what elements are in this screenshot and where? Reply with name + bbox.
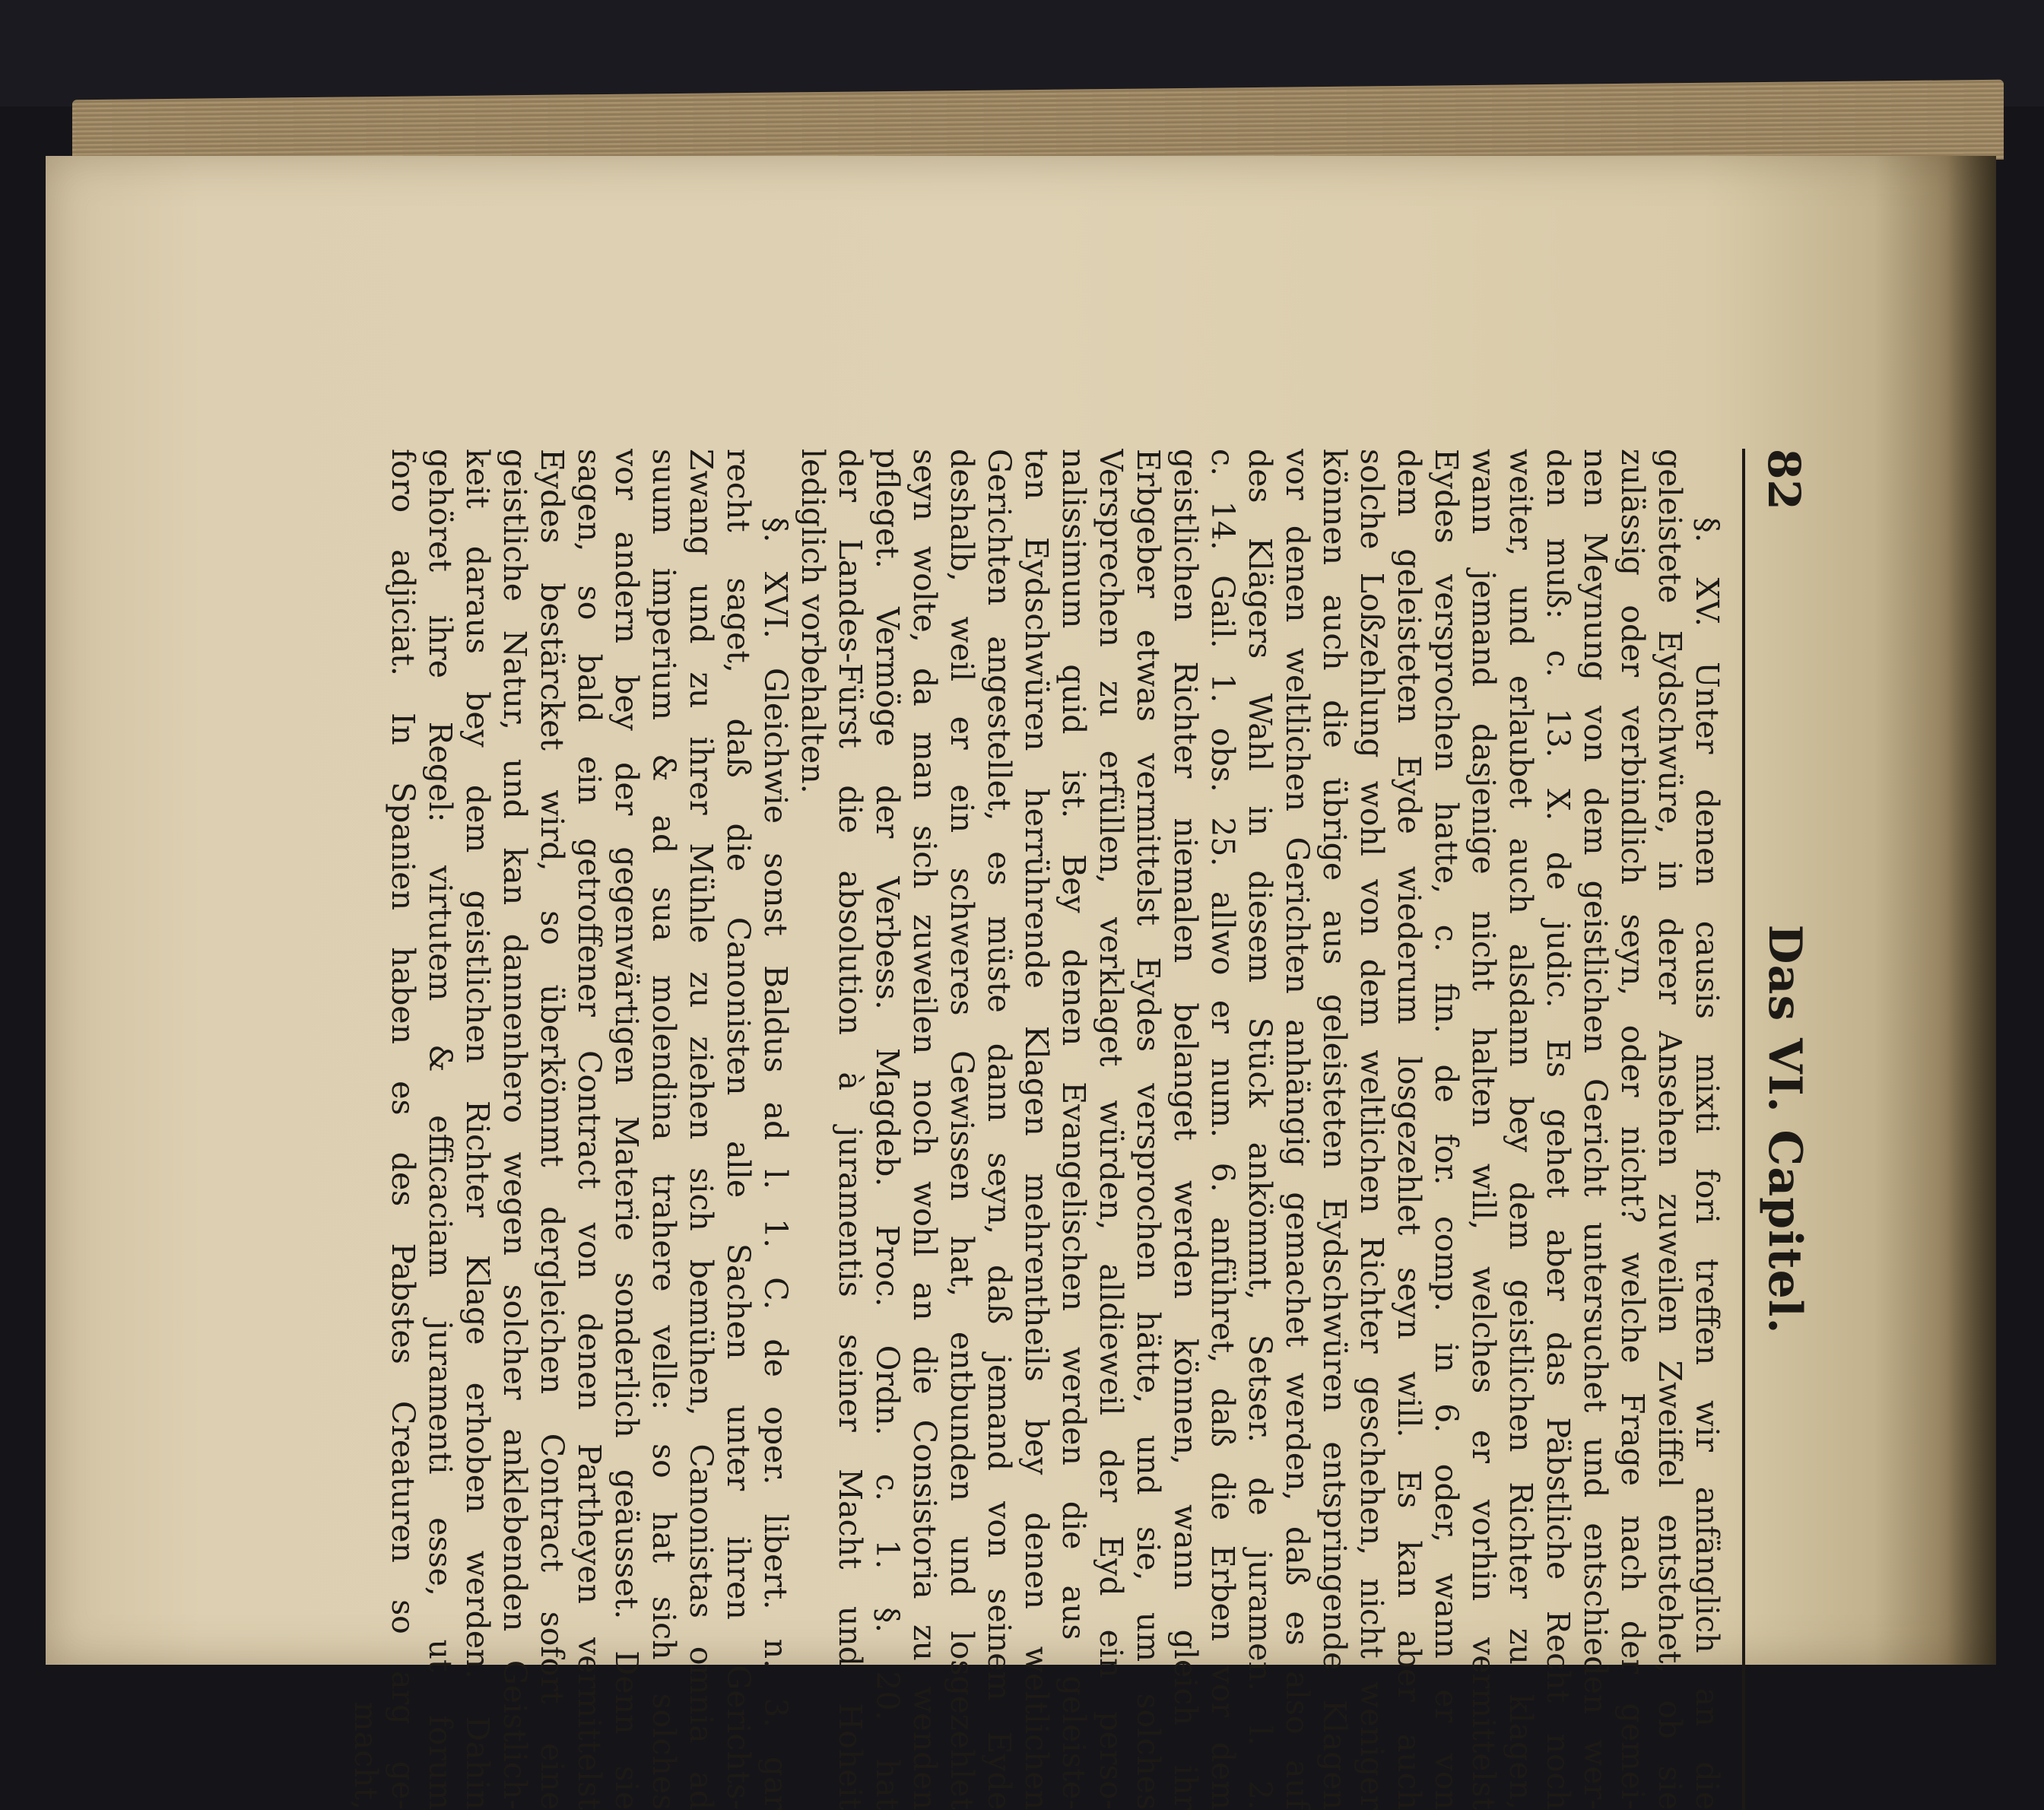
text-line: Zwang und zu ihrer Mühle zu ziehen sich bemühen, Canonistas omnia ad xyxy=(683,449,719,1810)
page-header xyxy=(1742,449,1817,1810)
text-line: sagen, so bald ein getroffener Contract von denen Partheyen vermittelst xyxy=(571,449,608,1810)
text-line: suum imperium & ad sua molendina trahere velle: so hat sich solches xyxy=(646,449,682,1810)
text-line: nen Meynung von dem geistlichen Gericht untersuchet und entschieden wer- xyxy=(1577,449,1614,1810)
text-line: geistlichen Richter niemalen belanget werden können, wann gleich ihr xyxy=(1167,449,1204,1810)
text-line: §. XV. Unter denen causis mixti fori treffen wir anfänglich an die xyxy=(1689,517,1725,1810)
text-line: vor andern bey der gegenwärtigen Materie sonderlich geäusset. Denn sie xyxy=(608,449,645,1810)
text-line: §. XVI. Gleichwie sonst Baldus ad l. 1. C. de oper. libert. n. 3. gar xyxy=(757,517,794,1810)
text-line: des Klägers Wahl in diesem Stück ankömmt, Setser. de juramen. l. 2. xyxy=(1242,449,1278,1810)
text-line: geleistete Eydschwüre, in derer Ansehen zuweilen Zweiffel entstehet, ob sie xyxy=(1652,449,1688,1810)
text-line: Versprechen zu erfüllen, verklaget würden, alldieweil der Eyd ein perso- xyxy=(1093,449,1129,1810)
text-line: keit daraus bey dem geistlichen Richter Klage erhoben werden. Dahin xyxy=(459,449,496,1810)
text-line: seyn wolte, da man sich zuweilen noch wohl an die Consistoria zu wenden xyxy=(906,449,943,1810)
text-line: gehöret ihre Regel: virtutem & efficaciam juramenti esse, ut forum xyxy=(422,449,459,1810)
text-line: zulässig oder verbindlich seyn, oder nicht? welche Frage nach der gemei- xyxy=(1614,449,1651,1810)
text-line: c. 14. Gail. 1. obs. 25. allwo er num. 6. anführet, daß die Erben vor dem xyxy=(1204,449,1241,1810)
text-line: foro adjiciat. In Spanien haben es des Pabstes Creaturen so arg ge- xyxy=(385,449,421,1810)
text-line: Erbgeber etwas vermittelst Eydes versprochen hätte, und sie, um solches xyxy=(1130,449,1166,1810)
text-line: deshalb, weil er ein schweres Gewissen hat, entbunden und losgezehlet xyxy=(944,449,980,1810)
printed-text-block xyxy=(348,449,1817,1810)
text-line: der Landes-Fürst die absolution à juramentis seiner Macht und Hoheit xyxy=(832,449,868,1810)
text-line: können auch die übrige aus geleisteten Eydschwüren entspringende Klagen xyxy=(1316,449,1353,1810)
text-line: Eydes bestärcket wird, so überkömmt dergleichen Contract sofort eine xyxy=(534,449,570,1810)
text-line: lediglich vorbehalten. xyxy=(795,449,831,794)
page-number: 82 xyxy=(1758,449,1810,510)
text-line: Gerichten angestellet, es müste dann seyn, daß jemand von seinem Eyde xyxy=(981,449,1017,1810)
text-line: weiter, und erlaubet auch alsdann bey dem geistlichen Richter zu klagen, xyxy=(1503,449,1539,1810)
text-line: den muß: c. 13. X. de judic. Es gehet aber das Päbstliche Recht noch xyxy=(1540,449,1576,1810)
text-line: wann jemand dasjenige nicht halten will, welches er vorhin vermittelst xyxy=(1465,449,1502,1810)
text-line: ten Eydschwüren herrührende Klagen mehrentheils bey denen weltlichen xyxy=(1018,449,1055,1810)
running-head: Das VI. Capitel. xyxy=(1758,924,1811,1335)
body-text xyxy=(347,449,1725,1810)
text-line: geistliche Natur, und kan dannenhero wegen solcher anklebenden Geistlich- xyxy=(497,449,533,1810)
spine-shadow xyxy=(1874,156,1996,1665)
text-line: vor denen weltlichen Gerichten anhängig gemachet werden, daß es also auf xyxy=(1279,449,1316,1810)
text-line: dem geleisteten Eyde wiederum losgezehlet seyn will. Es kan aber auch xyxy=(1391,449,1427,1810)
text-line: Eydes versprochen hatte, c. fin. de for. comp. in 6. oder, wann er von xyxy=(1428,449,1465,1810)
text-line: macht, xyxy=(348,1701,384,1810)
text-line: nalissimum quid ist. Bey denen Evangelischen werden die aus geleiste- xyxy=(1055,449,1092,1810)
text-line: recht saget, daß die Canonisten alle Sachen unter ihren Gerichts- xyxy=(720,449,757,1810)
text-line: solche Loßzehlung wohl von dem weltlichen Richter geschehen, nicht weniger xyxy=(1354,449,1390,1810)
text-line: pfleget. Vermöge der Verbess. Magdeb. Proc. Ordn. c. 1. §. 20. hat xyxy=(869,449,906,1810)
